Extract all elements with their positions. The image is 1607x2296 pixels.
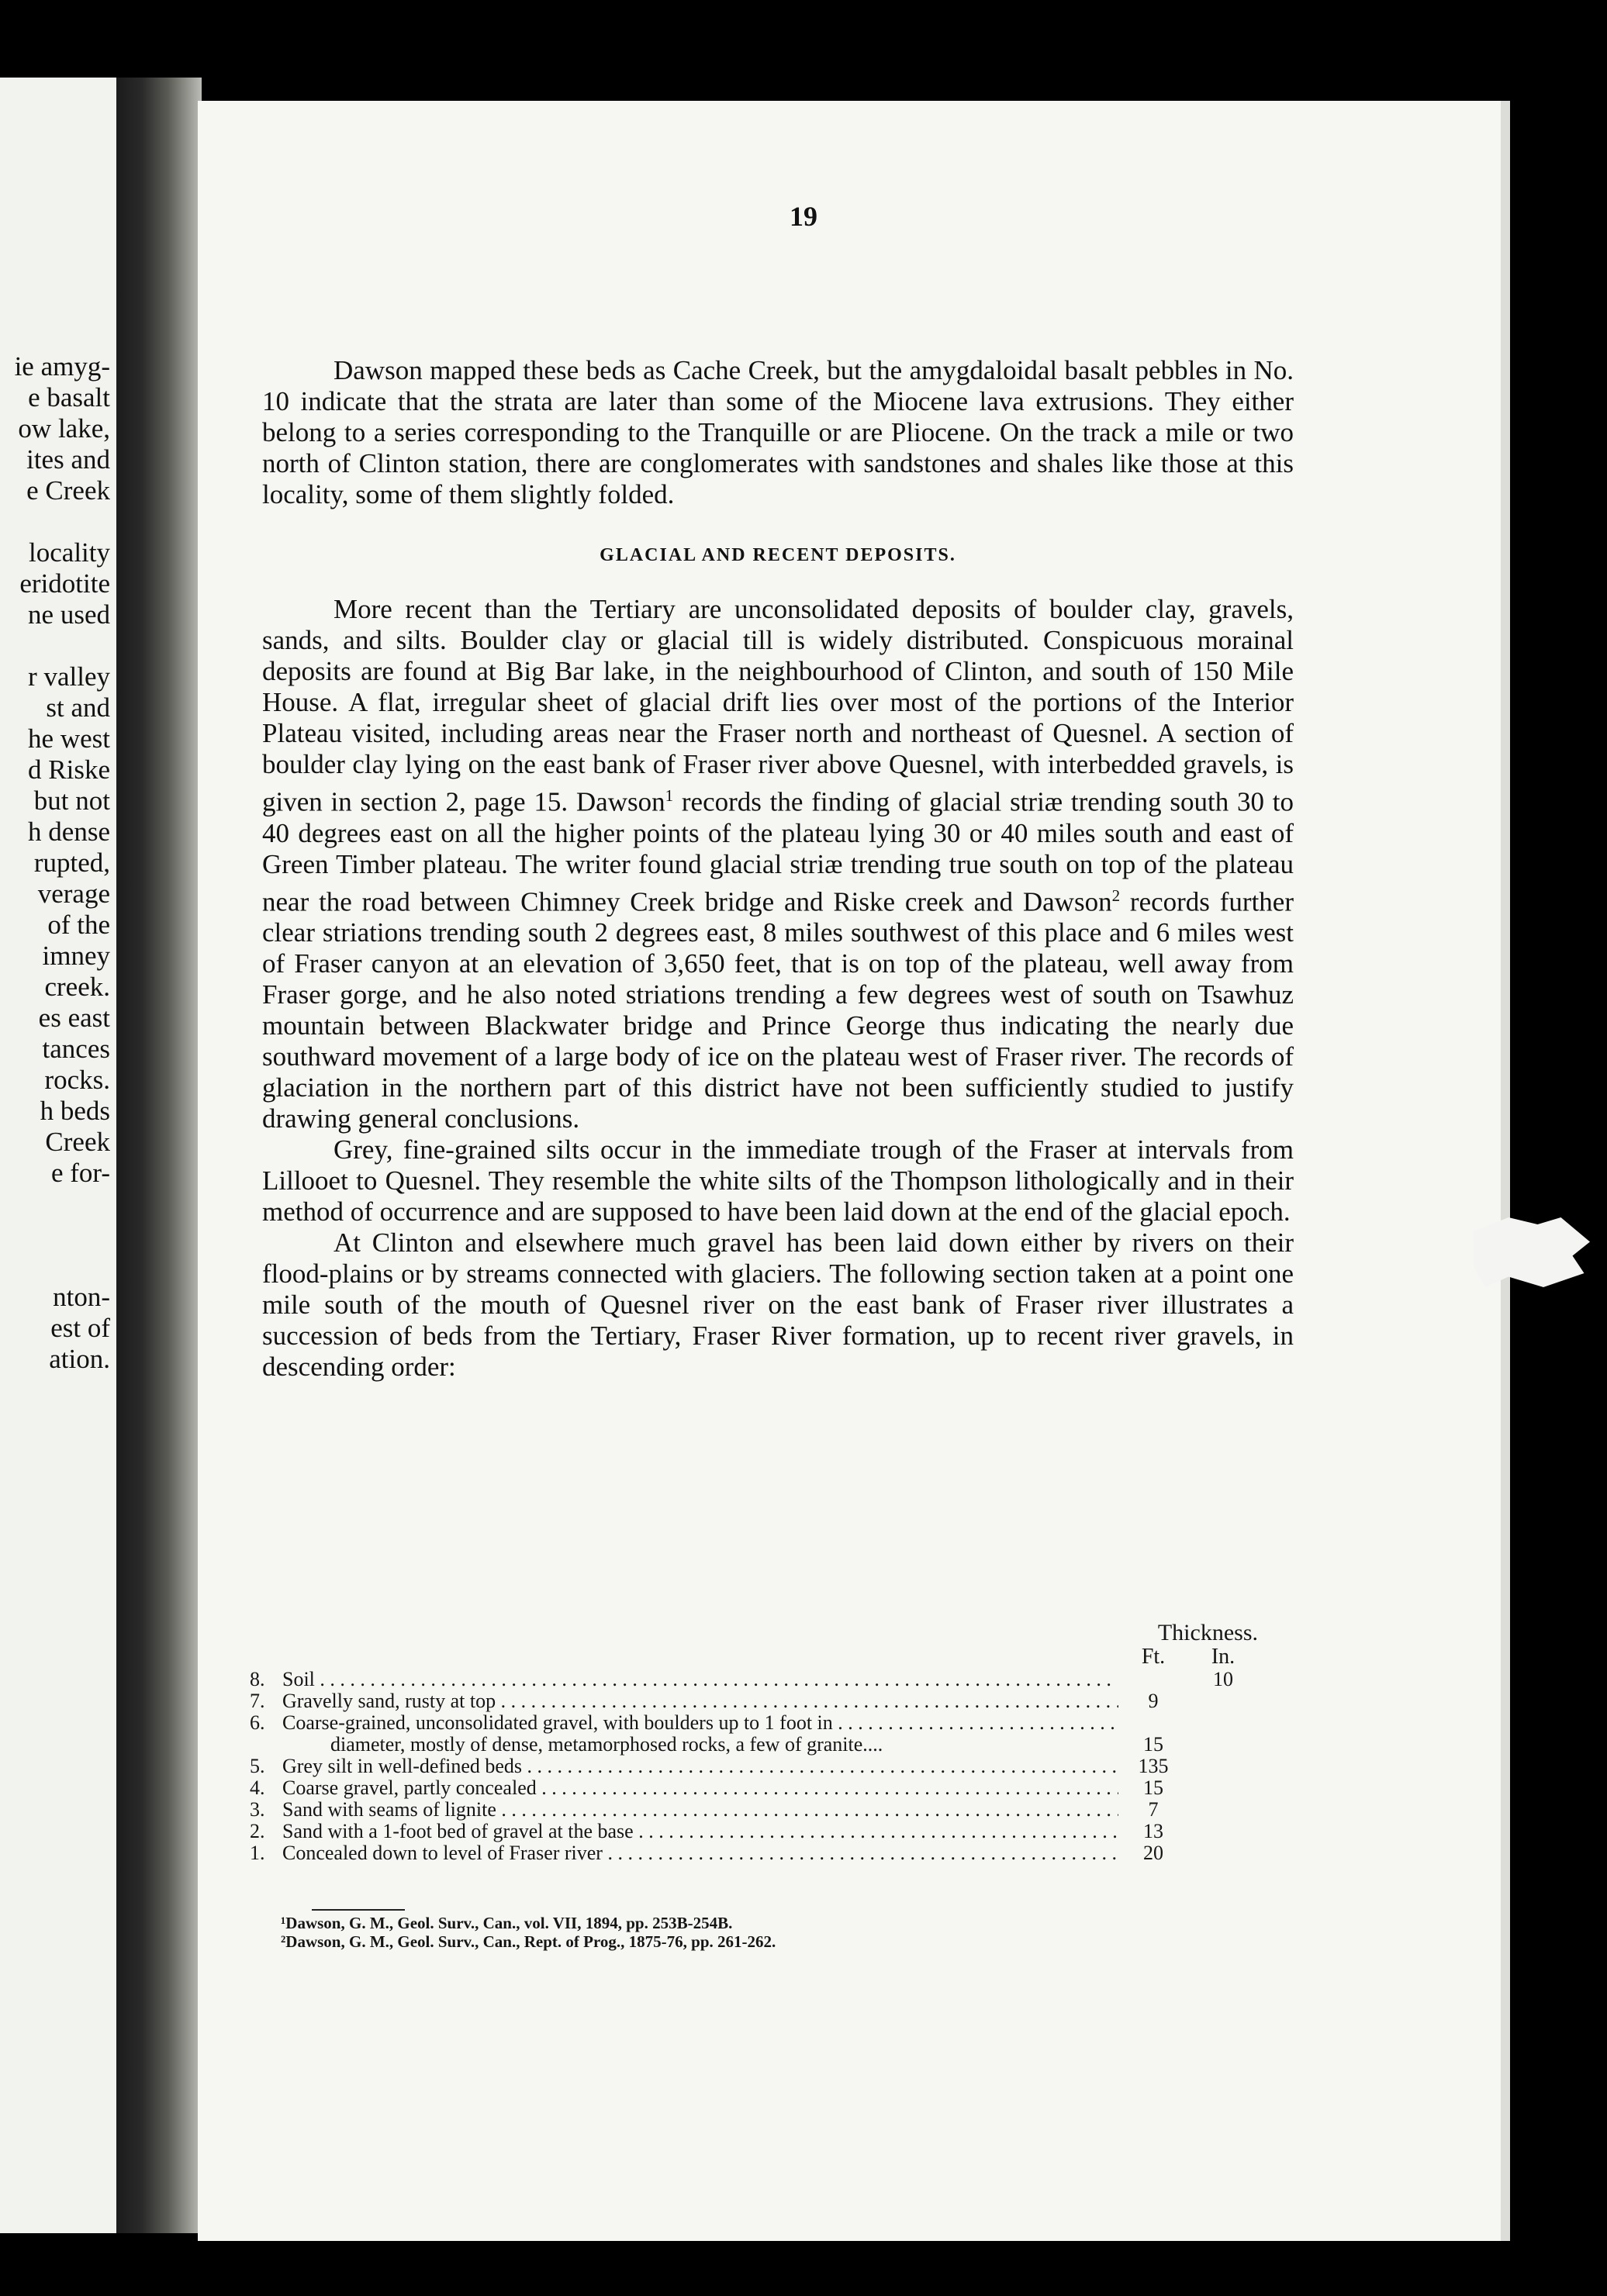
thickness-feet: 7: [1148, 1798, 1159, 1821]
section-row: [250, 1712, 1258, 1734]
bed-description: Gravelly sand, rusty at top . . .: [282, 1690, 1118, 1712]
previous-page-sliver: [0, 78, 116, 2233]
body-text: [262, 355, 1294, 1383]
left-page-fragment: of the: [47, 910, 110, 940]
left-page-fragment: h dense: [28, 817, 110, 847]
footnote: ²Dawson, G. M., Geol. Surv., Can., Rept. of Prog., 1875-76, pp. 261-262.: [281, 1932, 776, 1951]
bed-number: 3.: [250, 1798, 265, 1821]
footnote-rule: [312, 1909, 405, 1911]
left-page-fragment: [0, 506, 110, 537]
paragraph: Grey, fine-grained silts occur in the immediate trough of the Fraser at intervals from Lillooet to Quesnel. They resemble the white silts of the Thompson lithologically and in their method of occurrence and are supposed to have been laid down at the end of the glacial epoch.: [262, 1134, 1294, 1227]
left-page-fragment: tances: [42, 1034, 110, 1064]
units-header: [250, 1645, 1258, 1669]
left-page-fragment: nton-: [53, 1282, 110, 1312]
bed-description: Sand with seams of lignite . . .: [282, 1799, 1118, 1821]
thickness-feet: 135: [1138, 1755, 1169, 1777]
left-page-fragment: ation.: [49, 1344, 110, 1374]
bed-number: 8.: [250, 1668, 265, 1690]
thickness-feet: 15: [1143, 1776, 1163, 1799]
paper-tear: [1474, 1217, 1590, 1287]
paragraph: At Clinton and elsewhere much gravel has been laid down either by rivers on their flood-plains or by streams connected with glaciers. The following section taken at a point one mile south of the mouth of Quesnel river on the east bank of Fraser river illustrates a succession of beds from the Tertiary, Fraser River formation, up to recent river gravels, in descending order:: [262, 1227, 1294, 1383]
left-page-fragment: e basalt: [28, 382, 110, 413]
bed-number: 2.: [250, 1820, 265, 1842]
section-row: [250, 1669, 1258, 1690]
bed-number: 1.: [250, 1842, 265, 1864]
paragraph: Dawson mapped these beds as Cache Creek, but the amygdaloidal basalt pebbles in No. 10 indicate that the strata are later than some of the Miocene lava extrusions. They either belong to a series corresponding to the Tranquille or are Pliocene. On the track a mile or two north of Clinton station, there are conglomerates with sandstones and shales like those at this locality, some of them slightly folded.: [262, 355, 1294, 509]
paragraph-text: records further clear striations trending south 2 degrees east, 8 miles southwest of this place and 6 miles west of Fraser canyon at an elevation of 3,650 feet, that is on top of the plateau, well away from Fraser gorge, and he also noted striations trending a few degrees west of south on Tsawhuz mountain between Blackwater bridge and Prince George thus indicating the nearly due southward movement of a large body of ice on the plateau west of Fraser river. The records of glaciation in the northern part of this district have not been sufficiently studied to justify drawing general conclusions.: [262, 886, 1294, 1134]
left-page-fragment: but not: [33, 785, 110, 816]
left-page-fragment: Creek: [45, 1127, 110, 1157]
left-page-fragment: d Riske: [28, 754, 110, 785]
left-page-fragment: ne used: [28, 599, 110, 630]
bed-description: diameter, mostly of dense, metamorphosed rocks, a few of granite....: [330, 1734, 883, 1756]
footnote-marker: 1: [665, 786, 674, 805]
footnotes: [281, 1904, 1211, 1951]
bed-description: Grey silt in well-defined beds . . .: [282, 1756, 1118, 1777]
left-page-fragment: ie amyg-: [14, 351, 110, 382]
previous-page-text: [0, 351, 110, 1375]
left-page-fragment: [0, 1189, 110, 1220]
section-row: [250, 1777, 1258, 1799]
section-row: [250, 1690, 1258, 1712]
stratigraphic-section-table: [250, 1621, 1258, 1864]
thickness-header: Thickness.: [1157, 1620, 1258, 1645]
bed-description: Coarse-grained, unconsolidated gravel, with boulders up to 1 foot in . . .: [282, 1712, 1118, 1734]
thickness-feet: 20: [1143, 1842, 1163, 1864]
left-page-fragment: ow lake,: [18, 413, 110, 444]
left-page-fragment: he west: [28, 723, 110, 754]
left-page-fragment: [0, 1220, 110, 1251]
section-heading: GLACIAL AND RECENT DEPOSITS.: [600, 545, 956, 565]
ft-header: Ft.: [1141, 1645, 1166, 1669]
bed-description: Concealed down to level of Fraser river . . .: [282, 1842, 1118, 1864]
paragraph: [262, 594, 1294, 1134]
book-binding-shadow: [116, 78, 202, 2233]
left-page-fragment: eridotite: [19, 568, 110, 599]
section-row: [250, 1821, 1258, 1842]
thickness-feet: 15: [1143, 1733, 1163, 1756]
left-page-fragment: e Creek: [26, 475, 110, 506]
footnote-marker: 2: [1111, 886, 1121, 905]
left-page-fragment: est of: [50, 1313, 110, 1343]
thickness-feet: 13: [1143, 1820, 1163, 1842]
left-page-fragment: ites and: [26, 444, 110, 475]
bed-number: 7.: [250, 1690, 265, 1712]
section-row: [250, 1734, 1258, 1756]
left-page-fragment: verage: [37, 879, 110, 909]
left-page-fragment: rocks.: [44, 1065, 110, 1095]
section-row: [250, 1756, 1258, 1777]
thickness-feet: 9: [1148, 1690, 1159, 1712]
bed-description: Soil . . .: [282, 1669, 1118, 1690]
thickness-inches: 10: [1213, 1668, 1233, 1690]
in-header: In.: [1211, 1645, 1235, 1669]
footnote: ¹Dawson, G. M., Geol. Surv., Can., vol. VII, 1894, pp. 253B-254B.: [281, 1914, 733, 1932]
section-row: [250, 1799, 1258, 1821]
left-page-fragment: es east: [38, 1003, 110, 1033]
bed-description: Sand with a 1-foot bed of gravel at the base . . .: [282, 1821, 1118, 1842]
section-row: [250, 1842, 1258, 1864]
left-page-fragment: creek.: [44, 972, 110, 1002]
left-page-fragment: [0, 630, 110, 661]
left-page-fragment: r valley: [28, 661, 110, 692]
bed-number: 6.: [250, 1711, 265, 1734]
bed-number: 4.: [250, 1776, 265, 1799]
page-number: 19: [790, 201, 817, 232]
paragraph-text: records the finding of glacial striæ trending south 30 to 40 degrees east on all the higher points of the plateau lying 30 or 40 miles south and east of Green Timber plateau. The writer found glacial striæ trending true south on top of the plateau near the road between Chimney Creek bridge and Riske creek and Dawson: [262, 786, 1294, 917]
paragraph-text: More recent than the Tertiary are unconsolidated deposits of boulder clay, gravels, sands, and silts. Boulder clay or glacial till is widely distributed. Conspicuous morainal deposits are found at Big Bar lake, in the neighbourhood of Clinton, and south of 150 Mile House. A flat, irregular sheet of glacial drift lies over most of the portions of the Interior Plateau visited, including areas near the Fraser north and northeast of Quesnel. A section of boulder clay lying on the east bank of Fraser river above Quesnel, with interbedded gravels, is given in section 2, page 15. Dawson: [262, 594, 1294, 817]
page-edge: [1501, 101, 1510, 2241]
bed-number: 5.: [250, 1755, 265, 1777]
left-page-fragment: e for-: [50, 1158, 110, 1188]
left-page-fragment: imney: [42, 941, 110, 971]
bed-description: Coarse gravel, partly concealed . . .: [282, 1777, 1118, 1799]
left-page-fragment: rupted,: [33, 848, 110, 878]
left-page-fragment: h beds: [40, 1096, 110, 1126]
left-page-fragment: st and: [46, 692, 110, 723]
left-page-fragment: [0, 1251, 110, 1282]
left-page-fragment: locality: [29, 537, 110, 568]
